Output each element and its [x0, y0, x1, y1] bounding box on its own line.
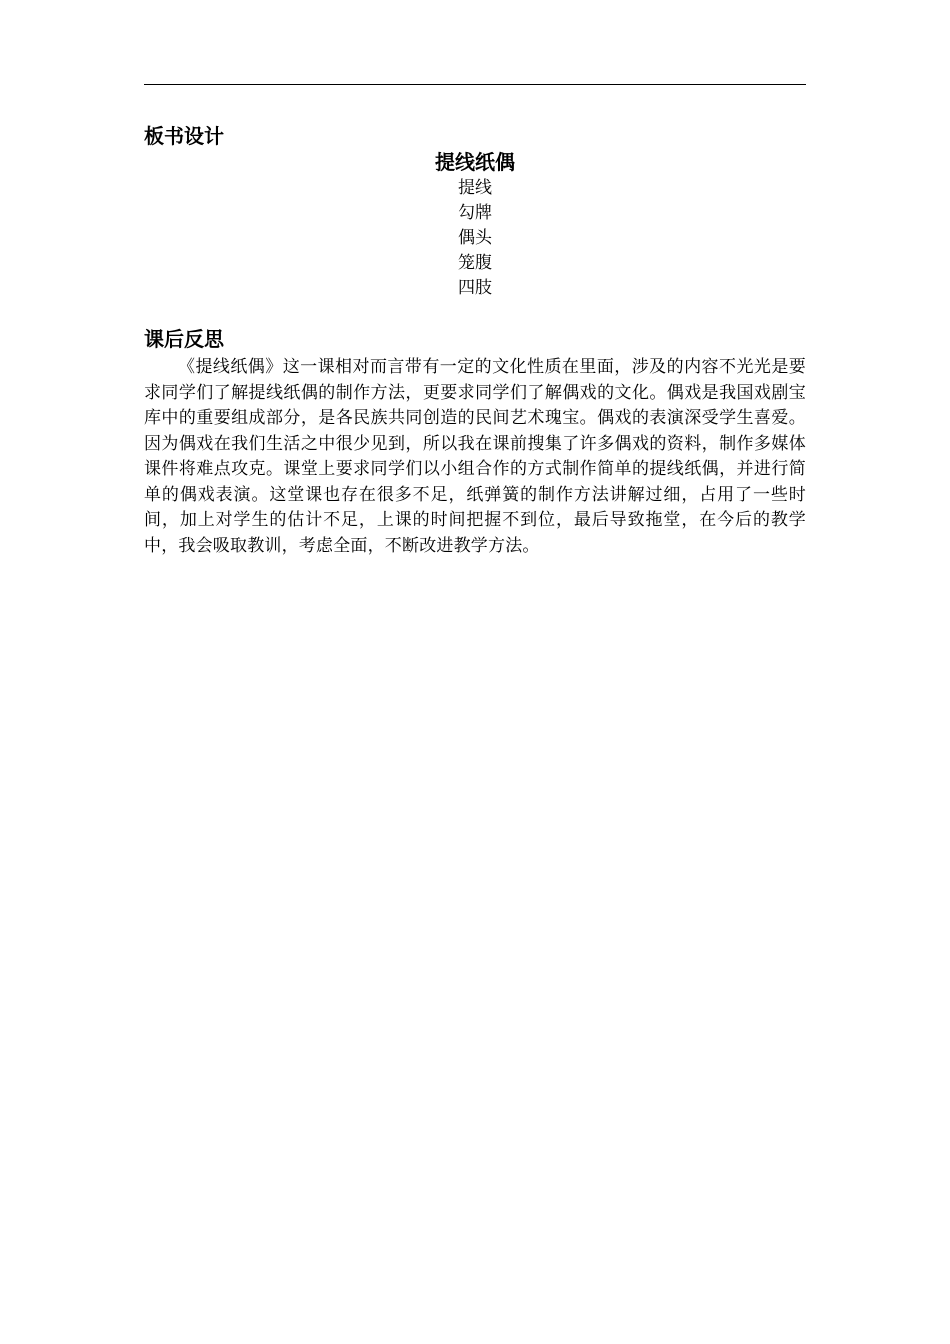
board-item: 笼腹 [458, 253, 492, 273]
board-item-list [144, 176, 806, 301]
reflection-heading: 课后反思 [144, 327, 224, 351]
board-design-block [144, 148, 806, 301]
section-spacer [144, 301, 806, 323]
board-item: 偶头 [458, 228, 492, 248]
reflection-paragraph: 《提线纸偶》这一课相对而言带有一定的文化性质在里面，涉及的内容不光光是要求同学们了解提线纸偶的制作方法，更要求同学们了解偶戏的文化。偶戏是我国戏剧宝库中的重要组成部分，是各民族共同创造的民间艺术瑰宝。偶戏的表演深受学生喜爱。因为偶戏在我们生活之中很少见到，所以我在课前搜集了许多偶戏的资料，制作多媒体课件将难点攻克。课堂上要求同学们以小组合作的方式制作简单的提线纸偶，并进行简单的偶戏表演。这堂课也存在很多不足，纸弹簧的制作方法讲解过细，占用了一些时间，加上对学生的估计不足，上课的时间把握不到位，最后导致拖堂，在今后的教学中，我会吸取教训，考虑全面，不断改进教学方法。 [144, 357, 806, 556]
board-item: 四肢 [458, 278, 492, 298]
board-title: 提线纸偶 [435, 150, 515, 174]
document-content [144, 120, 806, 559]
header-rule [144, 84, 806, 85]
board-item: 提线 [458, 178, 492, 198]
board-item: 勾牌 [458, 203, 492, 223]
board-design-heading: 板书设计 [144, 124, 224, 148]
